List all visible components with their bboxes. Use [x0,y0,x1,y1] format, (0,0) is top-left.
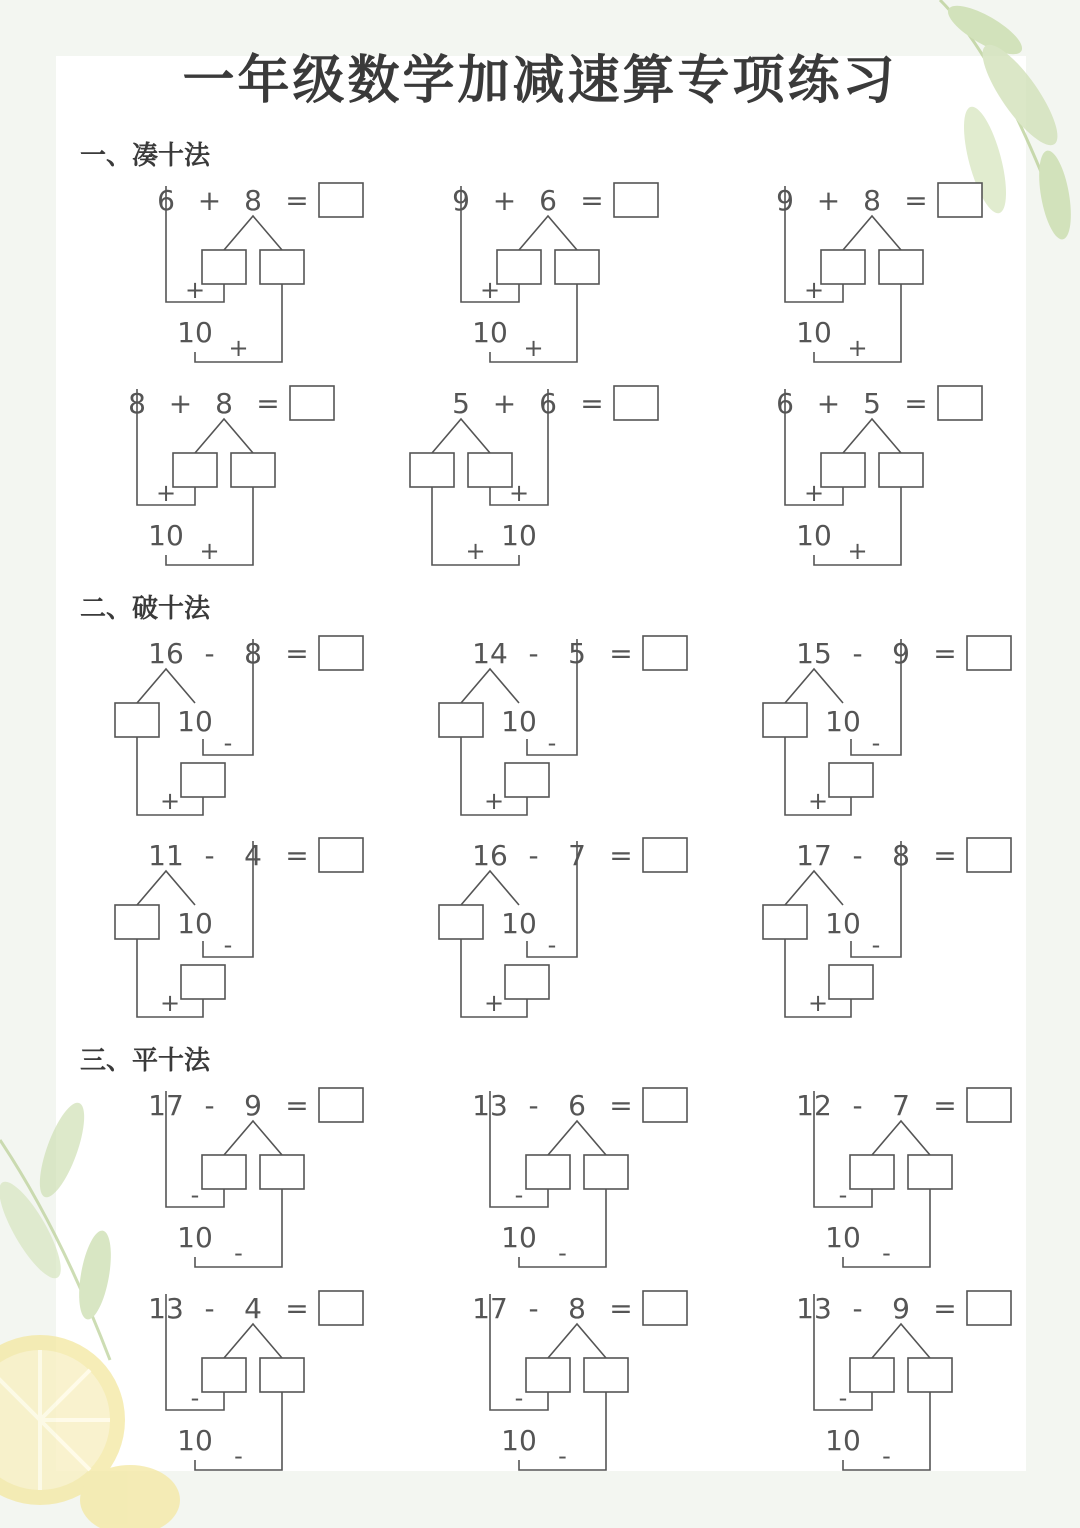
operand-b: 8 [568,1292,586,1325]
answer-box[interactable] [319,183,363,217]
equals-sign: = [285,839,309,872]
operand-a: 12 [796,1089,832,1122]
minus-sign: - [223,931,233,959]
difference-box[interactable] [181,763,225,797]
equals-sign: = [933,1292,957,1325]
ten-label: 10 [501,907,537,940]
plus-sign-2: + [847,334,868,362]
split-box-left[interactable] [497,250,541,284]
operand-b: 7 [568,839,586,872]
split-lines [461,669,519,703]
operator-sign: - [852,839,863,872]
split-box-left[interactable] [439,703,483,737]
operator-sign: - [528,1089,539,1122]
problem-level-ten-5 [472,1291,687,1470]
problem-level-ten-6 [796,1291,1011,1470]
problem-level-ten-4 [148,1291,363,1470]
section-heading-level-ten: 三、平十法 [80,1046,211,1076]
minus-sign-2: - [882,1442,891,1470]
split-box-left[interactable] [821,250,865,284]
minus-sign-1: - [190,1181,200,1209]
ten-label: 10 [501,519,537,552]
plus-sign: + [159,989,181,1017]
split-lines [843,216,901,250]
plus-sign-2: + [523,334,544,362]
split-lines [224,1121,282,1155]
operand-a: 17 [148,1089,184,1122]
operand-a: 14 [472,637,508,670]
split-box-left[interactable] [763,905,807,939]
split-box-left[interactable] [850,1358,894,1392]
split-box-right[interactable] [908,1358,952,1392]
ten-label: 10 [825,907,861,940]
equals-sign: = [609,1292,633,1325]
split-lines [432,419,490,453]
ten-label: 10 [177,705,213,738]
split-box-right[interactable] [260,250,304,284]
operator-sign: + [492,387,517,420]
answer-box[interactable] [290,386,334,420]
ten-label: 10 [825,1424,861,1457]
plus-sign-1: + [155,479,177,507]
split-lines [195,419,253,453]
answer-box[interactable] [938,183,982,217]
problem-level-ten-1 [148,1088,363,1267]
split-box-left[interactable] [821,453,865,487]
answer-box[interactable] [643,838,687,872]
split-box-left[interactable] [202,250,246,284]
problem-make-ten-1 [157,183,363,362]
split-lines [224,1324,282,1358]
minus-sign-1: - [838,1384,848,1412]
split-box-left[interactable] [410,453,454,487]
split-box-left[interactable] [115,703,159,737]
split-lines [785,669,843,703]
operator-sign: - [204,1292,215,1325]
operand-a: 9 [452,184,470,217]
ten-label: 10 [177,1221,213,1254]
split-box-right[interactable] [584,1155,628,1189]
operator-sign: - [204,839,215,872]
plus-sign-1: + [508,479,530,507]
equals-sign: = [609,839,633,872]
minus-sign: - [223,729,233,757]
operator-sign: - [204,1089,215,1122]
operand-a: 15 [796,637,832,670]
operand-a: 5 [452,387,470,420]
operand-a: 11 [148,839,184,872]
minus-sign-1: - [514,1384,524,1412]
ten-label: 10 [177,316,213,349]
split-lines [137,871,195,905]
operator-sign: + [197,184,222,217]
split-box-left[interactable] [850,1155,894,1189]
page-title: 一年级数学加减速算专项练习 [182,51,898,111]
problem-level-ten-2 [472,1088,687,1267]
operand-b: 8 [244,184,262,217]
minus-sign-2: - [558,1442,567,1470]
section-heading-make-ten: 一、凑十法 [80,141,211,171]
operand-b: 6 [568,1089,586,1122]
operand-b: 6 [539,387,557,420]
minus-sign-2: - [234,1442,243,1470]
operand-b: 9 [244,1089,262,1122]
plus-sign-1: + [184,276,206,304]
operator-sign: - [852,1089,863,1122]
split-lines [224,216,282,250]
plus-sign-1: + [803,276,825,304]
split-box-right[interactable] [260,1155,304,1189]
problem-break-ten-4 [115,838,363,1017]
operator-sign: - [528,1292,539,1325]
split-box-left[interactable] [526,1155,570,1189]
operator-sign: + [816,184,841,217]
operand-a: 17 [472,1292,508,1325]
equals-sign: = [933,839,957,872]
split-box-right[interactable] [908,1155,952,1189]
answer-box[interactable] [643,1291,687,1325]
problem-break-ten-1 [115,636,363,815]
problem-make-ten-5 [410,386,658,565]
difference-box[interactable] [829,965,873,999]
split-box-right[interactable] [260,1358,304,1392]
equals-sign: = [904,184,928,217]
equals-sign: = [609,637,633,670]
minus-sign-2: - [882,1239,891,1267]
operand-b: 8 [863,184,881,217]
operand-b: 8 [215,387,233,420]
answer-box[interactable] [938,386,982,420]
problem-make-ten-2 [452,183,658,362]
ten-label: 10 [472,316,508,349]
split-lines [461,871,519,905]
split-box-left[interactable] [763,703,807,737]
problem-break-ten-5 [439,838,687,1017]
operand-b: 4 [244,839,262,872]
operator-sign: - [852,1292,863,1325]
operand-b: 5 [568,637,586,670]
answer-box[interactable] [319,838,363,872]
minus-sign: - [871,729,881,757]
operand-a: 6 [157,184,175,217]
answer-box[interactable] [319,1291,363,1325]
section-heading-break-ten: 二、破十法 [80,594,211,624]
answer-box[interactable] [643,636,687,670]
operator-sign: - [204,637,215,670]
equals-sign: = [285,184,309,217]
plus-sign-1: + [479,276,501,304]
operand-a: 13 [472,1089,508,1122]
operand-a: 16 [472,839,508,872]
equals-sign: = [256,387,280,420]
plus-sign-2: + [199,537,220,565]
split-box-left[interactable] [202,1358,246,1392]
operand-b: 8 [244,637,262,670]
difference-box[interactable] [829,763,873,797]
equals-sign: = [285,637,309,670]
plus-sign: + [483,989,505,1017]
split-lines [519,216,577,250]
ten-label: 10 [177,907,213,940]
plus-sign: + [483,787,505,815]
equals-sign: = [580,387,604,420]
operand-b: 7 [892,1089,910,1122]
answer-box[interactable] [319,1088,363,1122]
ten-label: 10 [825,1221,861,1254]
ten-label: 10 [501,1424,537,1457]
plus-sign: + [807,989,829,1017]
answer-box[interactable] [967,636,1011,670]
operand-b: 6 [539,184,557,217]
plus-sign-2: + [847,537,868,565]
operand-a: 8 [128,387,146,420]
difference-box[interactable] [505,965,549,999]
answer-box[interactable] [967,1088,1011,1122]
operator-sign: + [492,184,517,217]
split-box-right[interactable] [468,453,512,487]
split-box-left[interactable] [202,1155,246,1189]
problem-make-ten-4 [128,386,334,565]
plus-sign-2: + [228,334,249,362]
operand-b: 4 [244,1292,262,1325]
difference-box[interactable] [181,965,225,999]
split-box-right[interactable] [231,453,275,487]
problem-break-ten-6 [763,838,1011,1017]
plus-sign: + [159,787,181,815]
problem-make-ten-6 [776,386,982,565]
operand-b: 5 [863,387,881,420]
minus-sign-1: - [514,1181,524,1209]
minus-sign-1: - [190,1384,200,1412]
answer-box[interactable] [643,1088,687,1122]
answer-box[interactable] [614,386,658,420]
equals-sign: = [609,1089,633,1122]
split-lines [548,1121,606,1155]
operand-a: 17 [796,839,832,872]
split-lines [872,1324,930,1358]
problem-break-ten-2 [439,636,687,815]
split-box-right[interactable] [879,250,923,284]
split-box-left[interactable] [115,905,159,939]
split-lines [137,669,195,703]
minus-sign-2: - [558,1239,567,1267]
operand-b: 9 [892,637,910,670]
operand-a: 13 [796,1292,832,1325]
operand-a: 16 [148,637,184,670]
problem-level-ten-3 [796,1088,1011,1267]
minus-sign: - [547,729,557,757]
plus-sign: + [807,787,829,815]
ten-label: 10 [148,519,184,552]
answer-box[interactable] [319,636,363,670]
plus-sign-2: + [465,537,486,565]
ten-label: 10 [501,1221,537,1254]
split-lines [872,1121,930,1155]
split-box-left[interactable] [439,905,483,939]
split-box-left[interactable] [173,453,217,487]
problem-break-ten-3 [763,636,1011,815]
split-box-right[interactable] [555,250,599,284]
split-lines [785,871,843,905]
equals-sign: = [933,637,957,670]
operand-a: 9 [776,184,794,217]
answer-box[interactable] [614,183,658,217]
plus-sign-1: + [803,479,825,507]
operator-sign: - [528,637,539,670]
operator-sign: + [168,387,193,420]
split-box-right[interactable] [879,453,923,487]
operator-sign: - [852,637,863,670]
difference-box[interactable] [505,763,549,797]
minus-sign-1: - [838,1181,848,1209]
ten-label: 10 [796,519,832,552]
equals-sign: = [904,387,928,420]
ten-label: 10 [825,705,861,738]
equals-sign: = [285,1089,309,1122]
problem-make-ten-3 [776,183,982,362]
operand-a: 13 [148,1292,184,1325]
minus-sign: - [547,931,557,959]
equals-sign: = [933,1089,957,1122]
operator-sign: + [816,387,841,420]
answer-box[interactable] [967,838,1011,872]
split-box-left[interactable] [526,1358,570,1392]
split-box-right[interactable] [584,1358,628,1392]
equals-sign: = [580,184,604,217]
ten-label: 10 [177,1424,213,1457]
operand-b: 9 [892,1292,910,1325]
minus-sign-2: - [234,1239,243,1267]
split-lines [843,419,901,453]
operand-a: 6 [776,387,794,420]
operand-b: 8 [892,839,910,872]
minus-sign: - [871,931,881,959]
equals-sign: = [285,1292,309,1325]
split-lines [548,1324,606,1358]
operator-sign: - [528,839,539,872]
answer-box[interactable] [967,1291,1011,1325]
ten-label: 10 [501,705,537,738]
ten-label: 10 [796,316,832,349]
